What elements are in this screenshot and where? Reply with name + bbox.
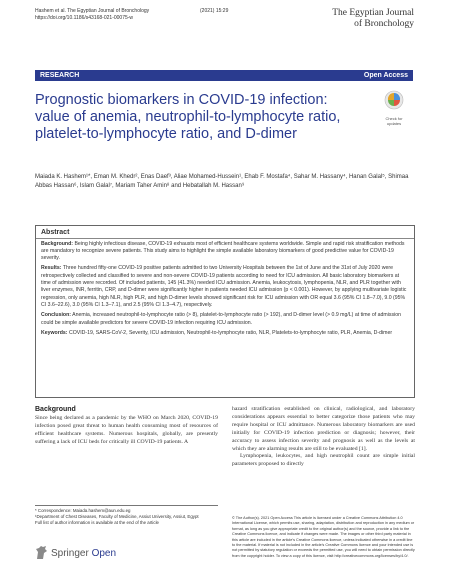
springer-wordmark: [51, 548, 116, 559]
running-header: [35, 8, 149, 22]
open-access-label: Open Access: [363, 72, 408, 79]
section-heading-background: Background: [35, 406, 76, 413]
correspondence-note[interactable]: * Correspondence: Maiada.hashem@aun.edu.eg: [35, 508, 131, 513]
license-text: © The Author(s). 2021 Open Access This article is licensed under a Creative Commons Attribution 4.0 International License, which permits use, sharing, adaptation, distribution and reproduction in any medium or format, as long as you give appropriate credit to the original author(s) and the source, provide a link to the Creative Commons licence, and indicate if changes were made. The images or other third party material in this article are included in the article's Creative Commons licence, unless indicated otherwise in a credit line to the material. If material is not included in the article's Creative Commons licence and your intended use is not permitted by statutory regulation or exceeds the permitted use, you will need to obtain permission directly from the copyright holder. To view a copy of this licence, visit http://creativecommons.org/licenses/by/4.0/.: [232, 516, 415, 558]
article-type-bar: [35, 70, 413, 81]
springer-label: Springer: [51, 548, 89, 559]
year-page: (2021) 15:29: [200, 8, 229, 14]
article-title: Prognostic biomarkers in COVID-19 infection: value of anemia, neutrophil-to-lymphocyte ratio, platelet-to-lymphocyte ratio, and D-dimer: [35, 92, 341, 142]
open-label: Open: [91, 548, 117, 559]
springer-open-logo: [35, 545, 215, 561]
doi-link[interactable]: https://doi.org/10.1186/s43168-021-00075-w: [35, 15, 134, 21]
abstract-keywords: [41, 330, 409, 337]
conclusion-text: Anemia, increased neutrophil-to-lymphocyte ratio (> 8), platelet-to-lymphocyte ratio (> 192), and D-dimer level (> 0.9 mg/L) at time of admission could be simple available predictors for severe COVID-19 infection requiring ICU admission.: [41, 312, 401, 326]
check-for-updates-badge[interactable]: [380, 90, 408, 124]
abstract-box: [35, 225, 415, 398]
footnotes: [35, 505, 218, 527]
affiliation-note: ¹Department of Chest Diseases, Faculty of Medicine, Assiut University, Assiut, Egypt: [35, 514, 199, 520]
springer-horse-icon: [35, 545, 48, 560]
body-paragraph: Lymphopenia, leukocytes, and high neutrophil count are simple initial parameters proposed to directly: [232, 453, 415, 468]
keywords-text: COVID-19, SARS-CoV-2, Severity, ICU admission, Neutrophil-to-lymphocyte ratio, NLR, Platelets-to-lymphocyte ratio, PLR, Anemia, D-dimer: [68, 329, 393, 336]
body-column-right: [232, 406, 415, 469]
author-info-note: Full list of author information is available at the end of the article: [35, 520, 159, 526]
body-column-left: [35, 406, 218, 447]
abstract-conclusion: [41, 312, 409, 327]
background-label: Background:: [41, 240, 73, 247]
abstract-heading: Abstract: [41, 229, 70, 236]
body-paragraph: Since being declared as a pandemic by the WHO on March 2020, COVID-19 infection posed great threat to human health consuming most of resources of efficient healthcare systems. Numerous hospitals, globally, are presently suffering a lack of ICU beds for critically ill COVID-19 patients. A: [35, 414, 218, 445]
author-list: Maiada K. Hashem¹*, Eman M. Khedr², Enas Daef³, Aliae Mohamed-Hussein¹, Ehab F. Mostafa⁴, Sahar M. Hassany⁴, Hanan Galal⁵, Shimaa Abbas Hassan⁶, Islam Galal⁷, Mariam Taher Amin⁸ and Hebatallah M. Hassan⁹: [35, 174, 409, 189]
results-text: Three hundred fifty-one COVID-19 positive patients admitted to two University Hospitals between the 1st of June and the 31st of July 2020 were retrospectively collected and classified to severe and non-severe COVID-19 patients according to need for ICU admission. All basic laboratory biomarkers at time of admission were recorded. Of included patients, 145 (41.3%) needed ICU admission. Anemia, leukocytosis, lymphopenia, NLR, and PLR together with liver enzymes, INR, ferritin, CRP, and D-dimer were significantly higher in patients needed ICU admission (p < 0.001). However, by applying multivariate logistic regression, only anemia, high NLR, high PLR, and high D-dimer levels showed significant risk for ICU admission with OR equal 3.6 (95% CI 1.8–7.0), 9.0 (95% CI 3.6–22.6), 3.0 (95% CI 1.3–7.1), and 2.5 (95% CI 1.3–4.7), respectively.: [41, 265, 407, 308]
body-paragraph: hazard stratification established on clinical, radiological, and laboratory considerations appears essential to better categorize those patients who may require hospital or ICU admittance. Numerous laboratory biomarkers are used initially for COVID-19 infection prediction or diagnosis; however, their accuracy to assess infection severity and prognosis as well as the levels at which they are alarming results are still to be evaluated [1].: [232, 406, 415, 452]
article-type-label: RESEARCH: [40, 72, 80, 79]
check-for-label: Check for: [385, 116, 403, 121]
abstract-background: [41, 241, 409, 263]
updates-label: updates: [386, 120, 402, 126]
background-text: Being highly infectious disease, COVID-19 exhausts most of efficient healthcare systems worldwide. Simple and rapid risk stratification methods are mandatory to recognize severe patients. This study aims to highlight the simple available laboratory biomarkers of good predictive value for COVID-19 severity.: [41, 240, 405, 262]
results-label: Results:: [41, 265, 62, 272]
abstract-results: [41, 265, 409, 309]
journal-name: [332, 8, 414, 30]
journal-name-line2: of Bronchology: [354, 19, 414, 29]
journal-name-line1: The Egyptian Journal: [332, 8, 414, 18]
conclusion-label: Conclusion:: [41, 312, 71, 319]
crossmark-icon: [384, 90, 404, 110]
keywords-label: Keywords:: [41, 329, 68, 336]
citation-line: Hashem et al. The Egyptian Journal of Bronchology: [35, 8, 150, 14]
